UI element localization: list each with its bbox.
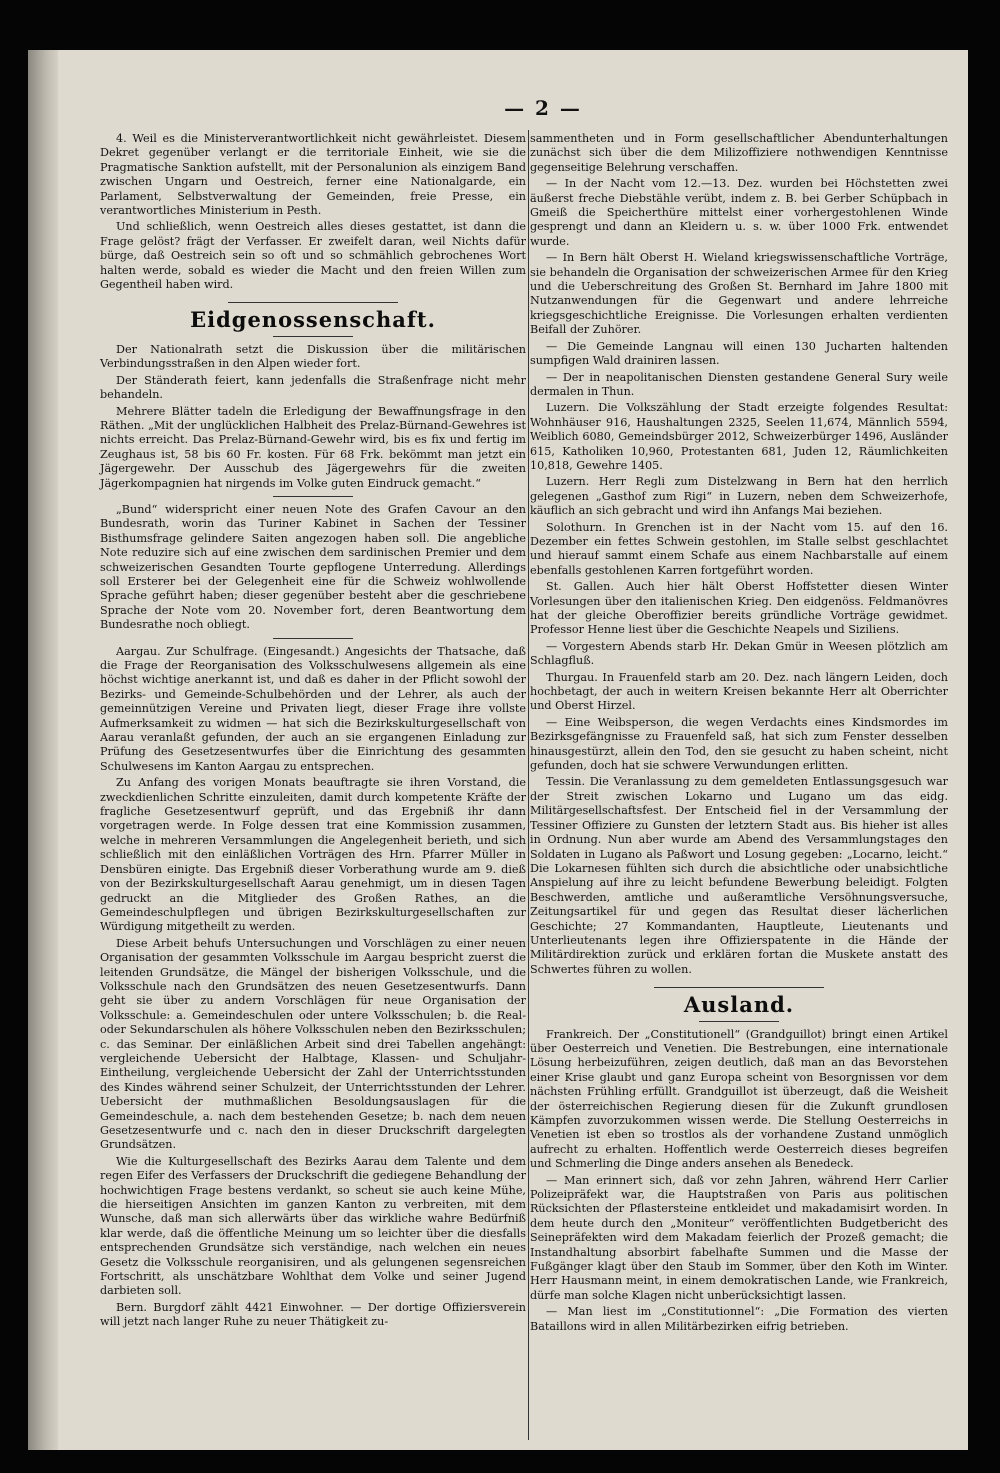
section-separator-rule (654, 987, 824, 988)
article-paragraph: — Die Gemeinde Langnau will einen 130 Jucharten haltenden sumpfigen Wald drainiren lassen. (530, 339, 948, 368)
newspaper-page (28, 50, 968, 1450)
article-paragraph: — Eine Weibsperson, die wegen Verdachts eines Kindsmordes im Bezirksgefängnisse zu Frauenfeld saß, hat sich zum Fenster desselben hinausgestürzt, allein den Tod, den sie gesucht zu haben scheint, nicht gefunden, doch hat sie schwere Verwundungen erlitten. (530, 715, 948, 773)
article-paragraph: Thurgau. In Frauenfeld starb am 20. Dez. nach längern Leiden, doch hochbetagt, der auch in weitern Kreisen bekannte Herr alt Oberrichter und Oberst Hirzel. (530, 670, 948, 713)
article-paragraph: Der Ständerath feiert, kann jedenfalls die Straßenfrage nicht mehr behandeln. (100, 373, 526, 402)
article-paragraph: Bern. Burgdorf zählt 4421 Einwohner. — Der dortige Offiziersverein will jetzt nach langer Ruhe zu neuer Thätigkeit zu- (100, 1300, 526, 1329)
article-paragraph: — In der Nacht vom 12.—13. Dez. wurden bei Höchstetten zwei äußerst freche Diebstähle verübt, indem z. B. bei Gerber Schüpbach in Gmeiß die Speicherthüre mittelst einer vorhergestohlenen Winde gesprengt und dann an Kleidern u. s. w. über 1000 Frk. entwendet wurde. (530, 177, 948, 248)
section-heading: Ausland. (683, 992, 795, 1018)
short-separator-rule (273, 336, 353, 337)
article-paragraph: 4. Weil es die Ministerverantwortlichkeit nicht gewährleistet. Diesem Dekret gegenüber verlangt er die territoriale Einheit, wie sie die Pragmatische Sanktion aufstellt, mit der Personalunion als einzigem Band zwischen Ungarn und Oestreich, ferner eine Nationalgarde, ein Parlament, Selbstverwaltung der Gemeinden, freie Presse, ein verantwortliches Ministerium in Pesth. (100, 132, 526, 218)
article-paragraph: Zu Anfang des vorigen Monats beauftragte sie ihren Vorstand, die zweckdienlichen Schritte einzuleiten, damit durch kompetente Kräfte der fragliche Gesetzesentwurf geprüft, und das Ergebniß ihr dann vorgetragen werde. In Folge dessen trat eine Kommission zusammen, welche in mehreren Versammlungen die Angelegenheit berieth, und sich schließlich mit den einläßlichen Vorträgen des Hrn. Pfarrer Müller in Densbüren einigte. Das Ergebniß dieser Vorberathung wurde am 9. dieß von der Bezirkskulturgesellschaft Aarau genehmigt, um in diesen Tagen gedruckt an die Mitglieder des Großen Rathes, an die Gemeindeschulpflegen und übrigen Bezirkskulturgesellschaften zur Würdigung mitgetheilt zu werden. (100, 776, 526, 934)
column-divider (528, 130, 529, 1440)
section-heading: Eidgenossenschaft. (190, 307, 436, 333)
article-paragraph: Luzern. Die Volkszählung der Stadt erzeigte folgendes Resultat: Wohnhäuser 916, Haushaltungen 2325, Seelen 11,674, Männlich 5594, Weiblich 6080, Gemeindsbürger 2012, Schweizerbürger 1496, Ausländer 615, Katholiken 10,960, Protestanten 681, Juden 12, Räumlichkeiten 10,818, Gewehre 1405. (530, 401, 948, 472)
left-column (100, 132, 526, 1332)
short-separator-rule (273, 638, 353, 639)
short-separator-rule (699, 1021, 779, 1022)
article-paragraph: — Der in neapolitanischen Diensten gestandene General Sury weile dermalen in Thun. (530, 370, 948, 398)
section-separator-rule (228, 302, 398, 303)
article-paragraph: — Man erinnert sich, daß vor zehn Jahren, während Herr Carlier Polizeipräfekt war, die Hauptstraßen von Paris aus politischen Rücksichten der Pflastersteine entkleidet und makadamisirt worden. In dem heute durch den „Moniteur“ veröffentlichten Budgetbericht des Seinepräfekten wird dem Makadam feierlich der Prozeß gemacht; die Instandhaltung absorbirt fabelhafte Summen und die Masse der Fußgänger klagt über den Staub im Sommer, über den Koth im Winter. Herr Hausmann meint, in einem demokratischen Lande, wie Frankreich, dürfe man solche Klagen nicht unberücksichtigt lassen. (530, 1173, 948, 1302)
article-paragraph: Frankreich. Der „Constitutionell“ (Grandguillot) bringt einen Artikel über Oesterreich und Venetien. Die Bestrebungen, eine internationale Lösung herbeizuführen, zeigen deutlich, daß man an das Bevorstehen einer Krise glaubt und ganz Europa scheint von Besorgnissen vor dem nächsten Frühling erfüllt. Grandguillot ist überzeugt, daß die Weisheit der österreichischen Regierung diesen für die Zukunft grundlosen Kämpfen zuvorzukommen wissen werde. Die Stellung Oesterreichs in Venetien ist eben so trostlos als der vorhandene Zustand unmöglich aufrecht zu erhalten. Hoffentlich werde Oesterreich dieses begreifen und Schmerling die Dinge anders ansehen als Benedeck. (530, 1027, 948, 1171)
article-paragraph: „Bund“ widerspricht einer neuen Note des Grafen Cavour an den Bundesrath, worin das Turiner Kabinet in Sachen der Tessiner Bisthumsfrage gelindere Saiten angezogen haben soll. Die angebliche Note reduzire sich auf eine zwischen dem sardinischen Premier und dem schweizerischen Gesandten Tourte gepflogene Unterredung. Allerdings soll Ersterer bei der Gelegenheit eine für die Schweiz wohlwollende Sprache geführt haben; dieser gegenüber besteht aber die geschriebene Sprache der Note vom 20. November fort, deren Beantwortung dem Bundesrathe noch obliegt. (100, 502, 526, 632)
article-paragraph: — Man liest im „Constitutionnel“: „Die Formation des vierten Bataillons wird in allen Militärbezirken eifrig betrieben. (530, 1305, 948, 1333)
article-paragraph: — In Bern hält Oberst H. Wieland kriegswissenschaftliche Vorträge, sie behandeln die Organisation der schweizerischen Armee für den Krieg und die Ueberschreitung des Großen St. Bernhard im Jahre 1800 mit Nutzanwendungen für die Gegenwart und andere lehrreiche kriegsgeschichtliche Ereignisse. Die Vorlesungen erhalten verdienten Beifall der Zuhörer. (530, 251, 948, 337)
article-paragraph: Luzern. Herr Regli zum Distelzwang in Bern hat den herrlich gelegenen „Gasthof zum Rigi“ in Luzern, neben dem Schweizerhofe, käuflich an sich gebracht und wird ihn Anfangs Mai beziehen. (530, 475, 948, 518)
article-paragraph: — Vorgestern Abends starb Hr. Dekan Gmür in Weesen plötzlich am Schlagfluß. (530, 639, 948, 668)
article-paragraph: Aargau. Zur Schulfrage. (Eingesandt.) Angesichts der Thatsache, daß die Frage der Reorganisation des Volksschulwesens allgemein als eine höchst wichtige anerkannt ist, und daß es daher in der Pflicht sowohl der Bezirks- und Gemeinde-Schulbehörden und der Lehrer, als auch der gemeinnützigen Vereine und Privaten liegt, dieser Frage ihre vollste Aufmerksamkeit zu widmen — hat sich die Bezirkskulturgesellschaft von Aarau veranlaßt gefunden, der auch an sie ergangenen Einladung zur Prüfung des Gesetzesentwurfes über die Einrichtung des gesammten Schulwesens im Kanton Aargau zu entsprechen. (100, 644, 526, 773)
page-binding-shadow (28, 50, 58, 1450)
article-paragraph: sammentheten und in Form gesellschaftlicher Abendunterhaltungen zunächst sich über die dem Milizoffiziere nothwendigen Kenntnisse gegenseitige Belehrung verschaffen. (530, 132, 948, 174)
article-paragraph: St. Gallen. Auch hier hält Oberst Hoffstetter diesen Winter Vorlesungen über den italienischen Krieg. Den eidgenöss. Feldmanövres hat der gleiche Oberoffizier bereits gründliche Vorträge gewidmet. Professor Henne liest über die Geschichte Neapels und Siziliens. (530, 580, 948, 637)
article-paragraph: Der Nationalrath setzt die Diskussion über die militärischen Verbindungsstraßen in den Alpen wieder fort. (100, 342, 526, 371)
article-paragraph: Tessin. Die Veranlassung zu dem gemeldeten Entlassungsgesuch war der Streit zwischen Lokarno und Lugano um das eidg. Militärgesellschaftsfest. Der Entscheid fiel in der Versammlung der Tessiner Offiziere zu Gunsten der letztern Stadt aus. Bis hieher ist alles in Ordnung. Nun aber wurde am Abend des Versammlungstages den Soldaten in Lugano als Paßwort und Losung gegeben: „Locarno, leicht.“ Die Lokarnesen fühlten sich durch die absichtliche oder unabsichtliche Anspielung auf ihre zu leicht befundene Bewerbung beleidigt. Folgten Beschwerden, amtliche und außeramtliche Versöhnungsversuche, Zeitungsartikel für und gegen das Resultat dieser lächerlichen Geschichte; 27 Kommandanten, Hauptleute, Lieutenants und Unterlieutenants legen ihre Offizierspatente in die Hände der Militärdirektion zurück und erklären fortan die Muskete anstatt des Schwertes führen zu wollen. (530, 775, 948, 976)
article-paragraph: Diese Arbeit behufs Untersuchungen und Vorschlägen zu einer neuen Organisation der gesammten Volksschule im Aargau bespricht zuerst die leitenden Grundsätze, die Mängel der bisherigen Volksschule, und die Volksschule nach den Grundsätzen des neuen Gesetzesentwurfs. Dann geht sie über zu andern Vorschlägen für neue Organisation der Volksschule: a. Gemeindeschulen oder untere Volksschulen; b. die Real- oder Sekundarschulen als höhere Volksschulen neben den Bezirksschulen; c. das Seminar. Der einläßlichen Arbeit sind drei Tabellen angehängt: vergleichende Uebersicht der Halbtage, Klassen- und Schuljahr-Eintheilung, vergleichende Uebersicht der Zahl der Unterrichtsstunden des Kindes während seiner Schulzeit, der Unterrichtsstunden der Lehrer. Uebersicht der muthmaßlichen Besoldungsauslagen für die Gemeindeschule, a. nach dem bestehenden Gesetze; b. nach dem neuen Gesetzesentwurfe und c. nach den in dieser Druckschrift dargelegten Grundsätzen. (100, 936, 526, 1152)
article-paragraph: Wie die Kulturgesellschaft des Bezirks Aarau dem Talente und dem regen Eifer des Verfassers der Druckschrift die gediegene Behandlung der hochwichtigen Frage bestens verdankt, so scheut sie auch keine Mühe, die hierseitigen Ansichten im ganzen Kanton zu verbreiten, mit dem Wunsche, daß man sich allerwärts über das wirkliche wahre Bedürfniß klar werde, daß die öffentliche Meinung um so leichter über die diesfalls entsprechenden Grundsätze sich verständige, nach welchen ein neues Gesetz die Volksschule reorganisiren, und als gelungenen segensreichen Fortschritt, als unschätzbare Wohlthat dem Volke und seiner Jugend darbieten soll. (100, 1154, 526, 1298)
right-column (530, 132, 948, 1336)
article-paragraph: Und schließlich, wenn Oestreich alles dieses gestattet, ist dann die Frage gelöst? frägt der Verfasser. Er zweifelt daran, weil Nichts dafür bürge, daß Oestreich sein so oft und so schmählich gebrochenes Wort halten werde, sobald es wieder die Macht und den freien Willen zum Gegentheil haben wird. (100, 220, 526, 292)
page-number: — 2 — (504, 96, 582, 120)
short-separator-rule (273, 496, 353, 497)
article-paragraph: Mehrere Blätter tadeln die Erledigung der Bewaffnungsfrage in den Räthen. „Mit der unglücklichen Halbheit des Prelaz-Bürnand-Gewehres ist nichts erreicht. Das Prelaz-Bürnand-Gewehr wird, bis es fix und fertig im Zeughaus ist, 58 bis 60 Fr. kosten. Für 68 Frk. bekömmt man jetzt ein Jägergewehr. Der Ausschub des Jägergewehrs für die zweiten Jägerkompagnien hat nirgends im Volke guten Eindruck gemacht.“ (100, 404, 526, 490)
article-paragraph: Solothurn. In Grenchen ist in der Nacht vom 15. auf den 16. Dezember ein fettes Schwein gestohlen, im Stalle selbst geschlachtet und hierauf sammt einem Schafe aus einem Nachbarstalle auf einem ebenfalls gestohlenen Karren fortgeführt worden. (530, 520, 948, 577)
